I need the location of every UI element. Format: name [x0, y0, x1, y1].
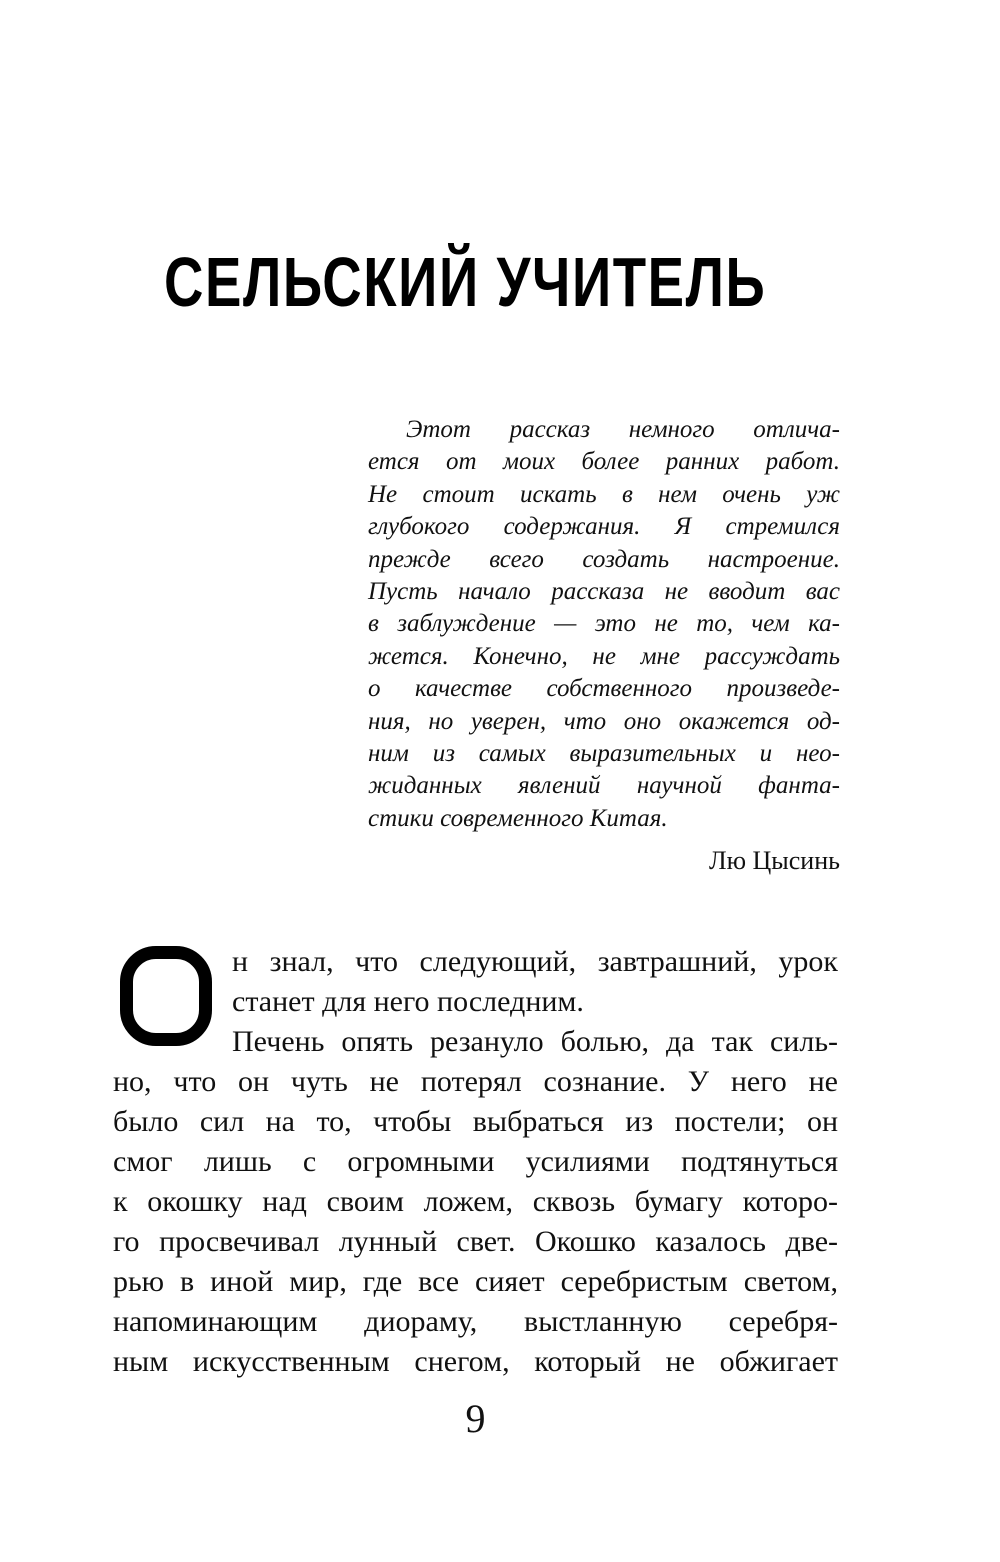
- body-paragraphs: [113, 942, 838, 1382]
- body-line: н знал, что следующий, завтрашний, урок: [232, 945, 838, 978]
- epigraph-line: Этот рассказ немного отлича-: [406, 416, 840, 443]
- epigraph-attribution: Лю Цысинь: [708, 846, 840, 875]
- epigraph-line: ним из самых выразительных и нео-: [368, 740, 840, 768]
- epigraph-line: ется от моих более ранних работ.: [368, 448, 840, 476]
- body-line: го просвечивал лунный свет. Окошко казалось две-: [113, 1225, 838, 1258]
- drop-cap-letter: [129, 945, 204, 1045]
- epigraph-line: жется. Конечно, не мне рассуждать: [368, 642, 840, 670]
- epigraph-line: ния, но уверен, что оно окажется од-: [368, 707, 840, 735]
- epigraph-line: Пусть начало рассказа не вводит вас: [368, 578, 840, 606]
- page-title: СЕЛЬСКИЙ УЧИТЕЛЬ: [164, 242, 767, 321]
- body-line: напоминающим диораму, выстланную серебря-: [113, 1305, 838, 1338]
- body-text: [113, 942, 838, 1382]
- body-line: станет для него последним.: [232, 985, 584, 1018]
- epigraph-line: жиданных явлений научной фанта-: [368, 772, 840, 800]
- epigraph: [368, 414, 840, 835]
- epigraph-line: в заблуждение — это не то, чем ка-: [368, 610, 840, 638]
- epigraph-line: глубокого содержания. Я стремился: [368, 513, 840, 541]
- epigraph-line: Не стоит искать в нем очень уж: [368, 480, 840, 508]
- body-line: Печень опять резануло болью, да так силь-: [232, 1025, 838, 1058]
- epigraph-line: прежде всего создать настроение.: [368, 545, 840, 573]
- drop-cap: [120, 946, 212, 1046]
- body-line: рью в иной мир, где все сияет серебристым светом,: [113, 1265, 838, 1298]
- body-line: смог лишь с огромными усилиями подтянуться: [113, 1145, 838, 1178]
- body-line: было сил на то, чтобы выбраться из постели; он: [113, 1105, 838, 1138]
- body-line: но, что он чуть не потерял сознание. У него не: [113, 1065, 838, 1098]
- epigraph-line: о качестве собственного произведе-: [368, 675, 840, 703]
- page-number: 9: [465, 1396, 486, 1441]
- body-line: к окошку над своим ложем, сквозь бумагу которо-: [113, 1185, 838, 1218]
- epigraph-line: стики современного Китая.: [368, 804, 668, 832]
- body-line: ным искусственным снегом, который не обжигает: [113, 1345, 838, 1378]
